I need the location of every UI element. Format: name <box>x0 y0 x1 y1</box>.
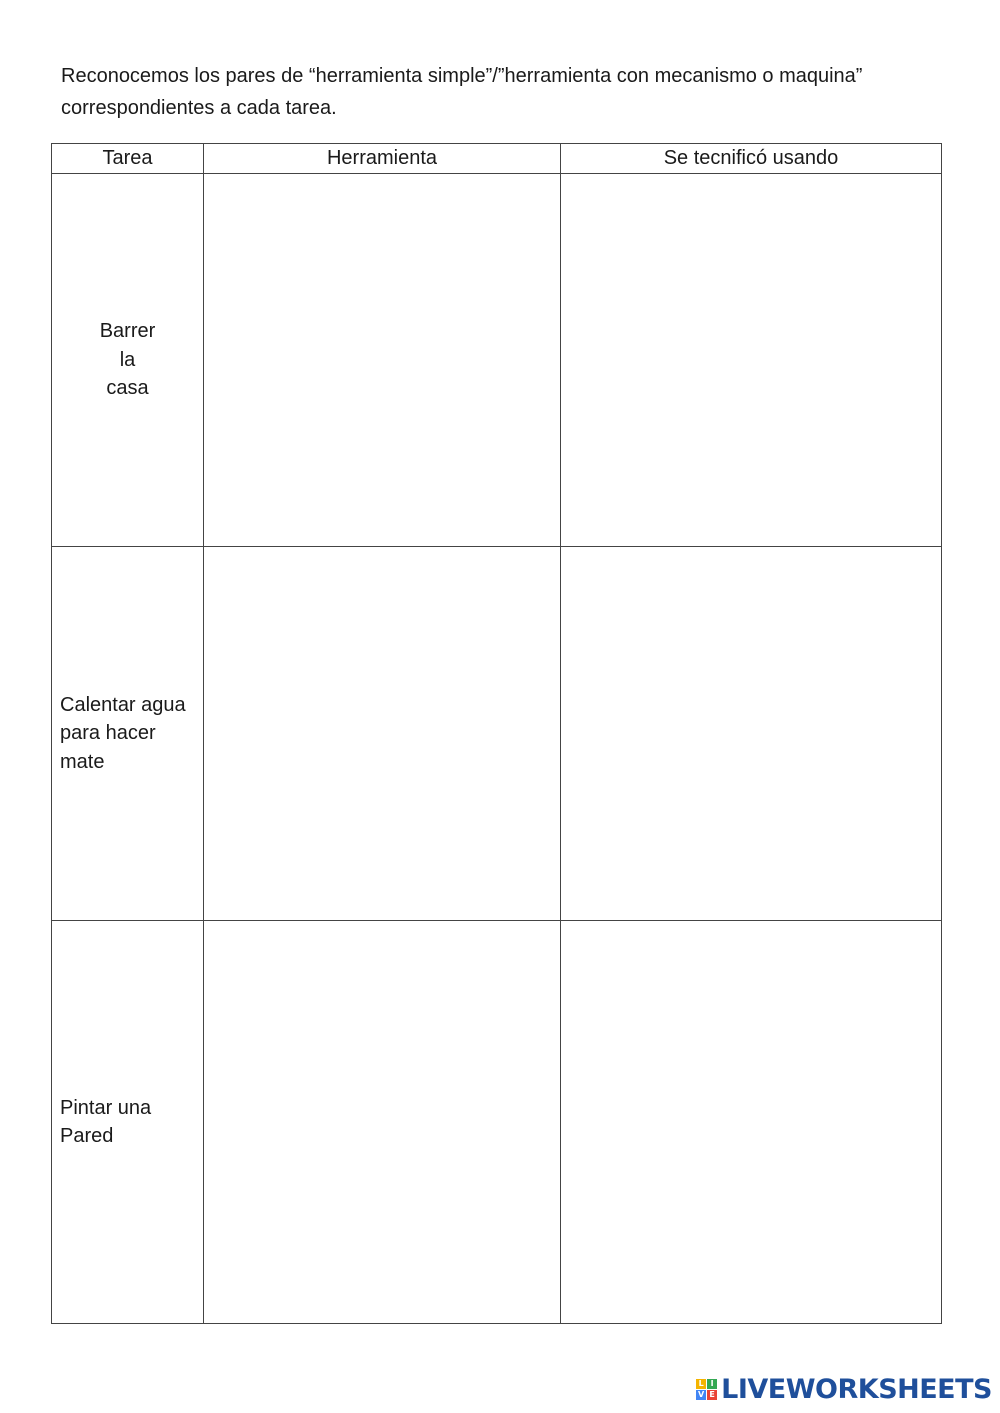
task-cell <box>52 921 204 1324</box>
liveworksheets-logo <box>696 1374 992 1405</box>
table-row <box>52 921 942 1324</box>
task-cell <box>52 547 204 921</box>
logo-mark-letter: E <box>707 1390 717 1400</box>
instructions-line-2: correspondientes a cada tarea. <box>61 97 337 119</box>
table-header-row <box>52 144 942 174</box>
logo-mark-letter: I <box>707 1379 717 1389</box>
tool-answer-cell[interactable] <box>204 547 561 921</box>
tool-answer-cell[interactable] <box>204 921 561 1324</box>
instructions-text <box>61 60 961 124</box>
technified-answer-cell[interactable] <box>561 547 942 921</box>
task-tool-table <box>51 143 942 1324</box>
logo-mark-letter: V <box>698 1390 705 1399</box>
logo-mark-icon <box>696 1379 717 1400</box>
header-herramienta: Herramienta <box>204 144 561 174</box>
technified-answer-cell[interactable] <box>561 921 942 1324</box>
task-label: Barrer la casa <box>99 320 156 400</box>
table-row <box>52 174 942 547</box>
instructions-line-1: Reconocemos los pares de “herramienta simple”/”herramienta con mecanismo o maquina” <box>61 65 863 87</box>
logo-text: LIVEWORKSHEETS <box>721 1374 992 1405</box>
task-cell <box>52 174 204 547</box>
technified-answer-cell[interactable] <box>561 174 942 547</box>
task-label: Calentar agua para hacer mate <box>60 693 186 773</box>
table-row <box>52 547 942 921</box>
header-se-tecnifico: Se tecnificó usando <box>561 144 942 174</box>
tool-answer-cell[interactable] <box>204 174 561 547</box>
logo-mark-letter: L <box>696 1379 706 1389</box>
task-label: Pintar una Pared <box>60 1096 152 1147</box>
header-tarea: Tarea <box>52 144 204 174</box>
